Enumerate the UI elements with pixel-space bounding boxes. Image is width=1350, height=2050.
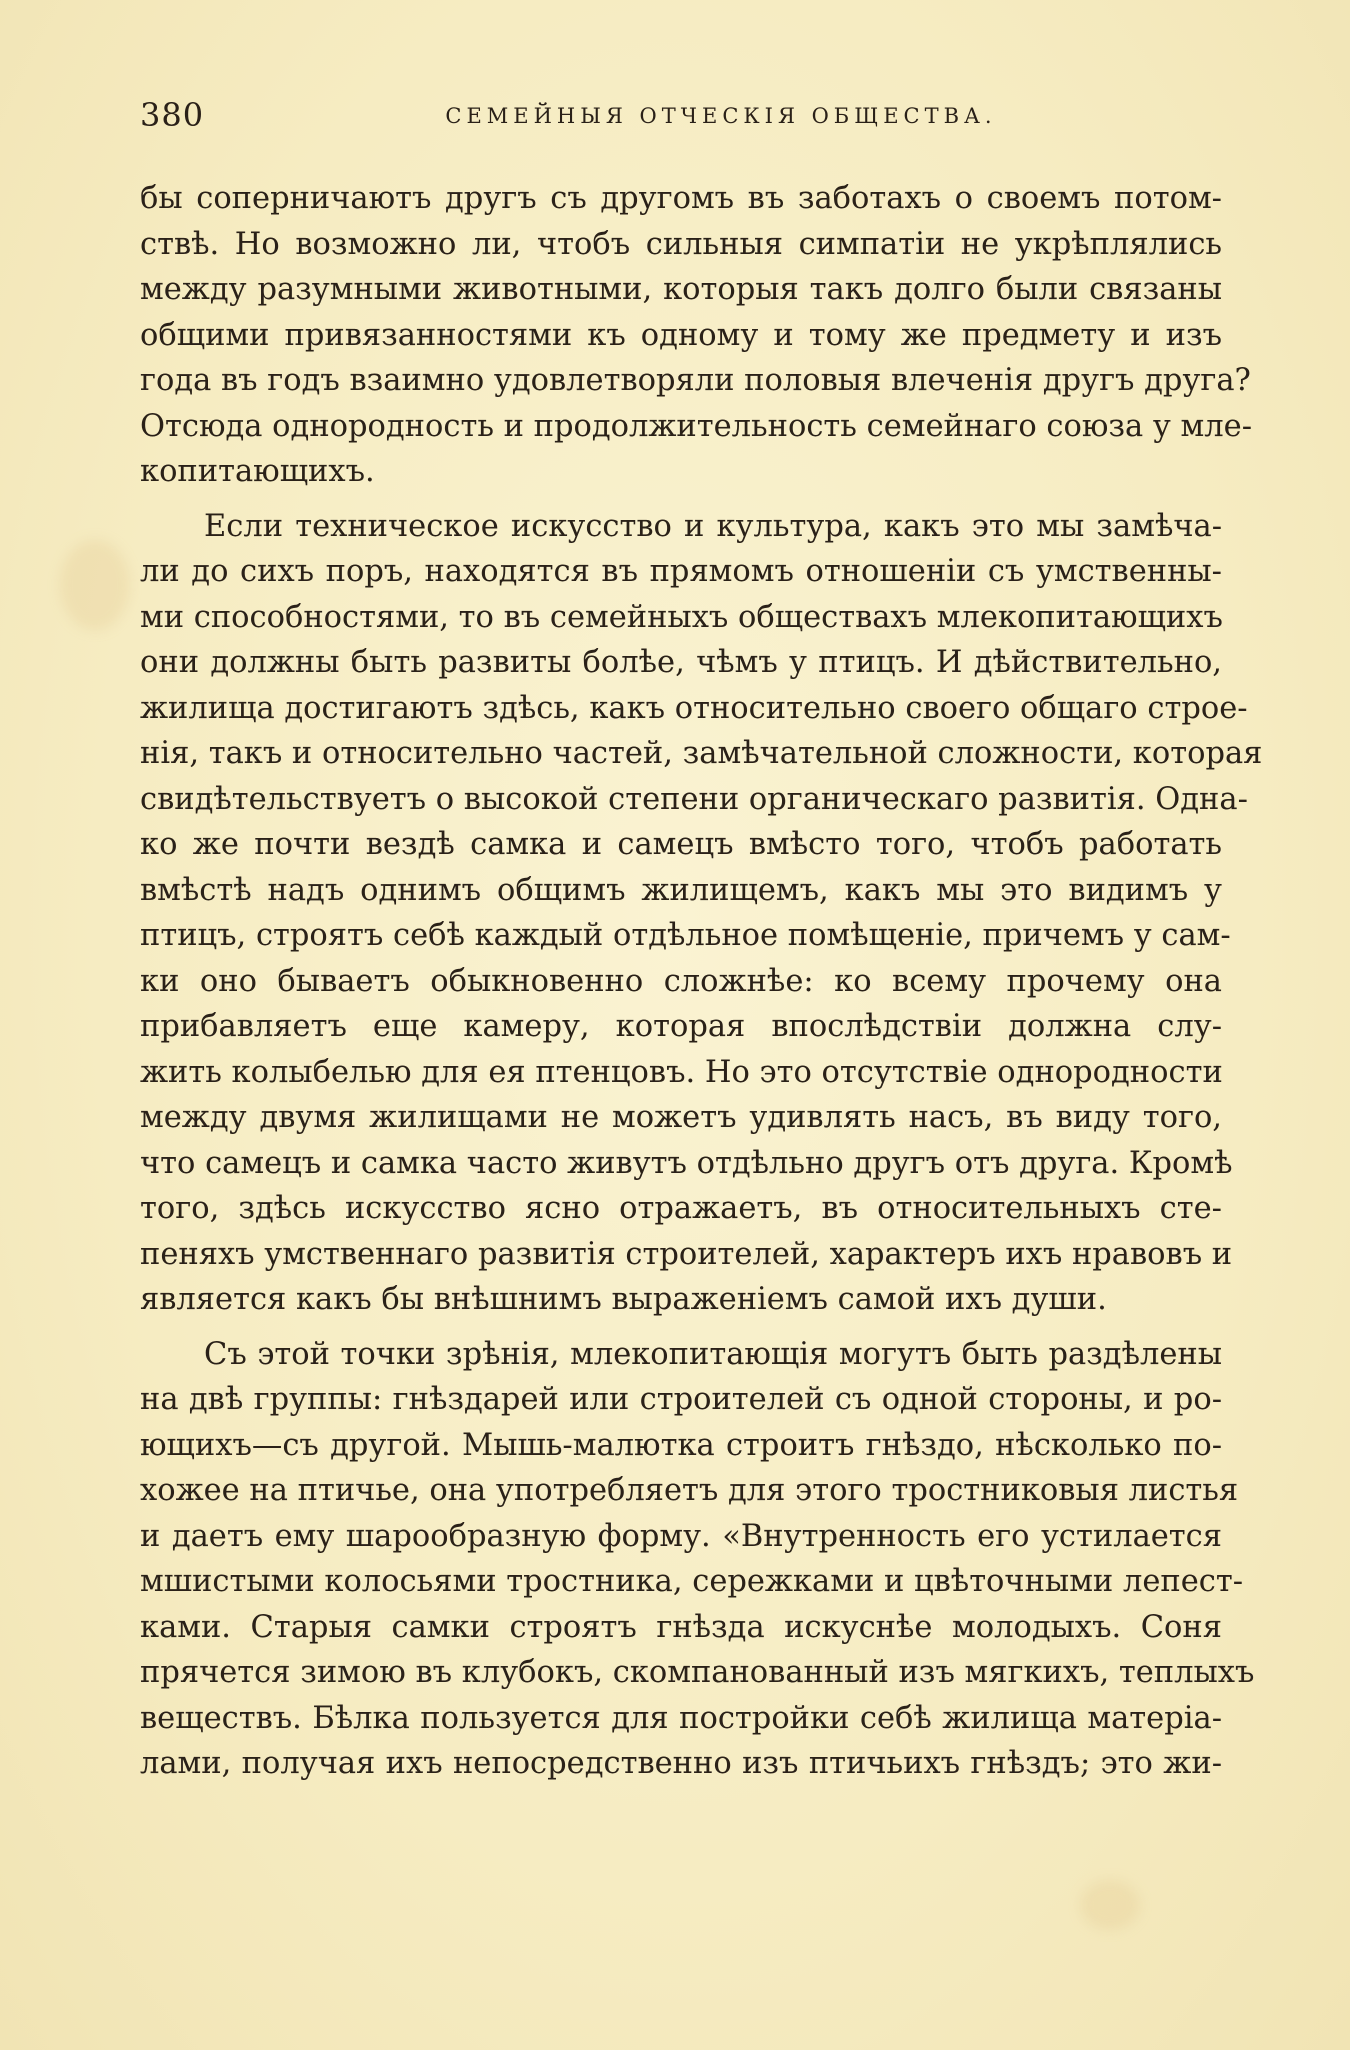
text-line: мшистыми колосьями тростника, сережками и цвѣточными лепест- — [140, 1564, 1244, 1599]
text-line: общими привязанностями къ одному и тому же предмету и изъ — [140, 317, 1222, 353]
text-line: Съ этой точки зрѣнія, млекопитающія могутъ быть раздѣлены — [204, 1336, 1222, 1372]
text-line: что самецъ и самка часто живутъ отдѣльно другъ отъ друга. Кромѣ — [140, 1145, 1233, 1181]
text-line: ми способностями, то въ семейныхъ обществахъ млекопитающихъ — [140, 599, 1223, 635]
text-line: года въ годъ взаимно удовлетворяли половыя влеченія другъ друга? — [140, 363, 1251, 398]
text-line: того, здѣсь искусство ясно отражаетъ, въ относительныхъ сте- — [140, 1191, 1222, 1226]
text-line: Отсюда однородность и продолжительность семейнаго союза у мле- — [140, 408, 1252, 444]
text-line: между двумя жилищами не можетъ удивлять насъ, въ виду того, — [140, 1100, 1222, 1135]
text-line: прибавляетъ еще камеру, которая впослѣдствіи должна слу- — [140, 1009, 1222, 1044]
text-line: ющихъ—съ другой. Мышь-малютка строитъ гнѣздо, нѣсколько по- — [140, 1427, 1222, 1463]
text-line: пеняхъ умственнаго развитія строителей, характеръ ихъ нравовъ и — [140, 1236, 1233, 1272]
text-line: нія, такъ и относительно частей, замѣчательной сложности, которая — [140, 736, 1263, 771]
paper-stain — [1080, 1880, 1140, 1930]
text-line: ли до сихъ поръ, находятся въ прямомъ отношеніи съ умственны- — [140, 554, 1222, 589]
text-line: вмѣстѣ надъ однимъ общимъ жилищемъ, какъ мы это видимъ у — [140, 872, 1222, 908]
text-line: ки оно бываетъ обыкновенно сложнѣе: ко всему прочему она — [140, 963, 1222, 999]
text-line: жить колыбелью для ея птенцовъ. Но это отсутствіе однородности — [140, 1054, 1223, 1090]
text-line: Если техническое искусство и культура, какъ это мы замѣча- — [204, 508, 1222, 544]
text-line: копитающихъ. — [140, 454, 375, 489]
text-line: является какъ бы внѣшнимъ выраженіемъ самой ихъ души. — [140, 1282, 1107, 1317]
text-line: веществъ. Бѣлка пользуется для постройки себѣ жилища матеріа- — [140, 1700, 1222, 1736]
text-line: прячется зимою въ клубокъ, скомпанованный изъ мягкихъ, теплыхъ — [140, 1655, 1255, 1690]
page-number: 380 — [140, 96, 205, 134]
running-head: СЕМЕЙНЫЯ ОТЧЕСКІЯ ОБЩЕСТВА. — [445, 104, 997, 128]
paragraph — [140, 504, 1263, 1323]
text-line: и даетъ ему шарообразную форму. «Внутренность его устилается — [140, 1518, 1222, 1554]
text-line: бы соперничаютъ другъ съ другомъ въ заботахъ о своемъ потом- — [140, 181, 1222, 216]
text-line: хожее на птичье, она употребляетъ для этого тростниковыя листья — [140, 1473, 1239, 1508]
text-line: жилища достигаютъ здѣсь, какъ относительно своего общаго строе- — [140, 690, 1248, 726]
page-header — [140, 96, 1222, 146]
text-line: ко же почти вездѣ самка и самецъ вмѣсто того, чтобъ работать — [140, 827, 1222, 862]
text-line: птицъ, строятъ себѣ каждый отдѣльное помѣщеніе, причемъ у сам- — [140, 918, 1231, 953]
paper-stain — [60, 540, 130, 630]
text-line: свидѣтельствуетъ о высокой степени органическаго развитія. Одна- — [140, 781, 1248, 817]
text-line: ствѣ. Но возможно ли, чтобъ сильныя симпатіи не укрѣплялись — [140, 226, 1222, 262]
text-line: на двѣ группы: гнѣздарей или строителей съ одной стороны, и ро- — [140, 1382, 1222, 1417]
paragraph — [140, 1332, 1255, 1787]
book-page — [140, 96, 1263, 1796]
body-text — [140, 176, 1263, 1787]
text-line: ками. Старыя самки строятъ гнѣзда искуснѣе молодыхъ. Соня — [140, 1609, 1222, 1645]
text-line: лами, получая ихъ непосредственно изъ птичьихъ гнѣздъ; это жи- — [140, 1746, 1222, 1781]
text-line: они должны быть развиты болѣе, чѣмъ у птицъ. И дѣйствительно, — [140, 645, 1222, 680]
text-line: между разумными животными, которыя такъ долго были связаны — [140, 272, 1222, 307]
paragraph — [140, 176, 1252, 495]
